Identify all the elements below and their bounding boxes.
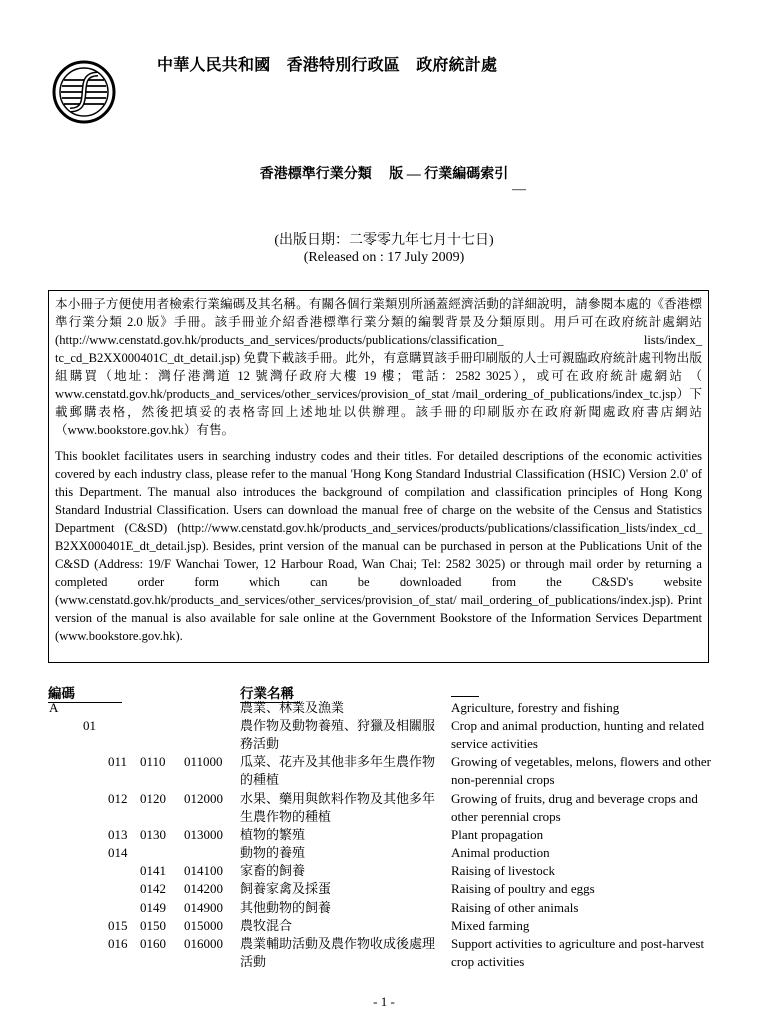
- title-zh: 飼養家禽及採蛋: [240, 881, 332, 896]
- title-zh: 動物的養殖: [240, 845, 306, 860]
- code-class: 0150: [140, 918, 166, 933]
- code-class: 0149: [140, 900, 166, 915]
- title-en: Mixed farming: [451, 918, 530, 933]
- document-title: 香港標準行業分類 版 — 行業編碼索引: [259, 167, 509, 182]
- title-zh: 農牧混合: [240, 918, 293, 933]
- title-en: Raising of poultry and eggs: [451, 881, 595, 896]
- page-number: - 1 -: [373, 994, 395, 1009]
- code-subclass: 011000: [184, 754, 223, 769]
- code-group: 014: [108, 845, 128, 860]
- code-class: 0120: [140, 791, 166, 806]
- table-row: [0, 717, 768, 753]
- title-zh: 家畜的飼養: [240, 863, 306, 878]
- table-row: [0, 753, 768, 789]
- table-row: [0, 790, 768, 826]
- title-zh: 水果、藥用與飲料作物及其他多年生農作物的種植: [240, 791, 436, 824]
- title-zh: 植物的繁殖: [240, 827, 306, 842]
- code-class: 0130: [140, 827, 166, 842]
- title-en: Support activities to agriculture and post-harvest crop activities: [451, 936, 705, 969]
- title-en: Raising of livestock: [451, 863, 555, 878]
- code-class: 0142: [140, 881, 166, 896]
- code-group: 012: [108, 791, 128, 806]
- title-en: Animal production: [451, 845, 550, 860]
- code-subclass: 016000: [184, 936, 223, 951]
- code-class: 0110: [140, 754, 166, 769]
- code-class: 0141: [140, 863, 166, 878]
- title-zh: 農作物及動物養殖、狩獵及相關服務活動: [240, 718, 436, 751]
- title-en: Crop and animal production, hunting and related service activities: [451, 718, 705, 751]
- code-group: 015: [108, 918, 128, 933]
- title-zh: 農業輔助活動及農作物收成後處理活動: [240, 936, 436, 969]
- intro-paragraph-en: This booklet facilitates users in searching industry codes and their titles. For detailed descriptions of the economic activities covered by each industry class, please refer to the manual 'Hong Kong Standard Industrial Classification (HSIC) Version 2.0' of this Department. The manual also introduces the background of compilation and classification principles of Hong Kong Standard Industrial Classification. Users can download the manual free of charge on the website of the Census and Statistics Department (C&SD) (http://www.censtatd.gov.hk/products_and_services/products/publications/classification_lists/index_cd_ B2XX000401E_dt_detail.jsp). Besides, print version of the manual can be purchased in person at the Publications Unit of the C&SD (Address: 19/F Wanchai Tower, 12 Harbour Road, Wan Chai; Tel: 2582 3025) or through mail order by returning a completed order form which can be downloaded from the C&SD's website (www.censtatd.gov.hk/products_and_services/other_services/provision_of_stat/ mail_ordering_of_publications/index.jsp). Print version of the manual is also available for sale online at the Government Bookstore of the Information Services Department (www.bookstore.gov.hk).: [55, 449, 702, 643]
- column-header-code: 編碼: [48, 682, 122, 703]
- title-en: Raising of other animals: [451, 900, 579, 915]
- csd-logo-icon: [52, 60, 116, 124]
- release-date-en: (Released on : 17 July 2009): [303, 250, 465, 265]
- code-subclass: 014900: [184, 900, 223, 915]
- code-division: 01: [83, 718, 96, 733]
- code-subclass: 012000: [184, 791, 223, 806]
- code-section: A: [49, 700, 59, 715]
- code-class: 0160: [140, 936, 166, 951]
- code-group: 011: [108, 754, 128, 769]
- code-subclass: 014100: [184, 863, 223, 878]
- title-dash: —: [512, 182, 526, 197]
- government-title: 中華人民共和國 香港特別行政區 政府統計處: [157, 57, 498, 74]
- title-en: Agriculture, forestry and fishing: [451, 700, 620, 715]
- code-subclass: 013000: [184, 827, 223, 842]
- release-date-zh: (出版日期：二零零九年七月十七日): [274, 233, 494, 248]
- code-subclass: 014200: [184, 881, 223, 896]
- title-zh: 其他動物的飼養: [240, 900, 332, 915]
- title-en: Growing of fruits, drug and beverage crops and other perennial crops: [451, 791, 698, 824]
- code-subclass: 015000: [184, 918, 223, 933]
- intro-box: [48, 290, 709, 663]
- title-zh: 農業、林業及漁業: [240, 700, 345, 715]
- title-en: Plant propagation: [451, 827, 544, 842]
- code-group: 016: [108, 936, 128, 951]
- intro-paragraph-zh: 本小冊子方便使用者檢索行業編碼及其名稱。有關各個行業類別所涵蓋經濟活動的詳細說明，請參閱本處的《香港標準行業分類 2.0 版》手冊。該手冊並介紹香港標準行業分類的編製背景及分類原則。用戶可在政府統計處網站 (http://www.censtatd.gov.hk/products_and_services/products/publications/classification_ lists/index_ tc_cd_B2XX000401C_dt_detail.jsp) 免費下載該手冊。此外，有意購買該手冊印刷版的人士可親臨政府統計處刊物出版組購買（地址：灣仔港灣道 12 號灣仔政府大樓 19 樓；電話：2582 3025），或可在政府統計處網站 （ www.censtatd.gov.hk/products_and_services/other_services/provision_of_stat /mail_ordering_of_publications/index_tc.jsp）下載郵購表格，然後把填妥的表格寄回上述地址以供辦理。該手冊的印刷版亦在政府新聞處政府書店網站（www.bookstore.gov.hk）有售。: [55, 297, 702, 437]
- table-row: [0, 935, 768, 971]
- column-header-title: 行業名稱: [240, 682, 300, 703]
- code-group: 013: [108, 827, 128, 842]
- title-zh: 瓜菜、花卉及其他非多年生農作物的種植: [240, 754, 436, 787]
- title-en: Growing of vegetables, melons, flowers and other non-perennial crops: [451, 754, 711, 787]
